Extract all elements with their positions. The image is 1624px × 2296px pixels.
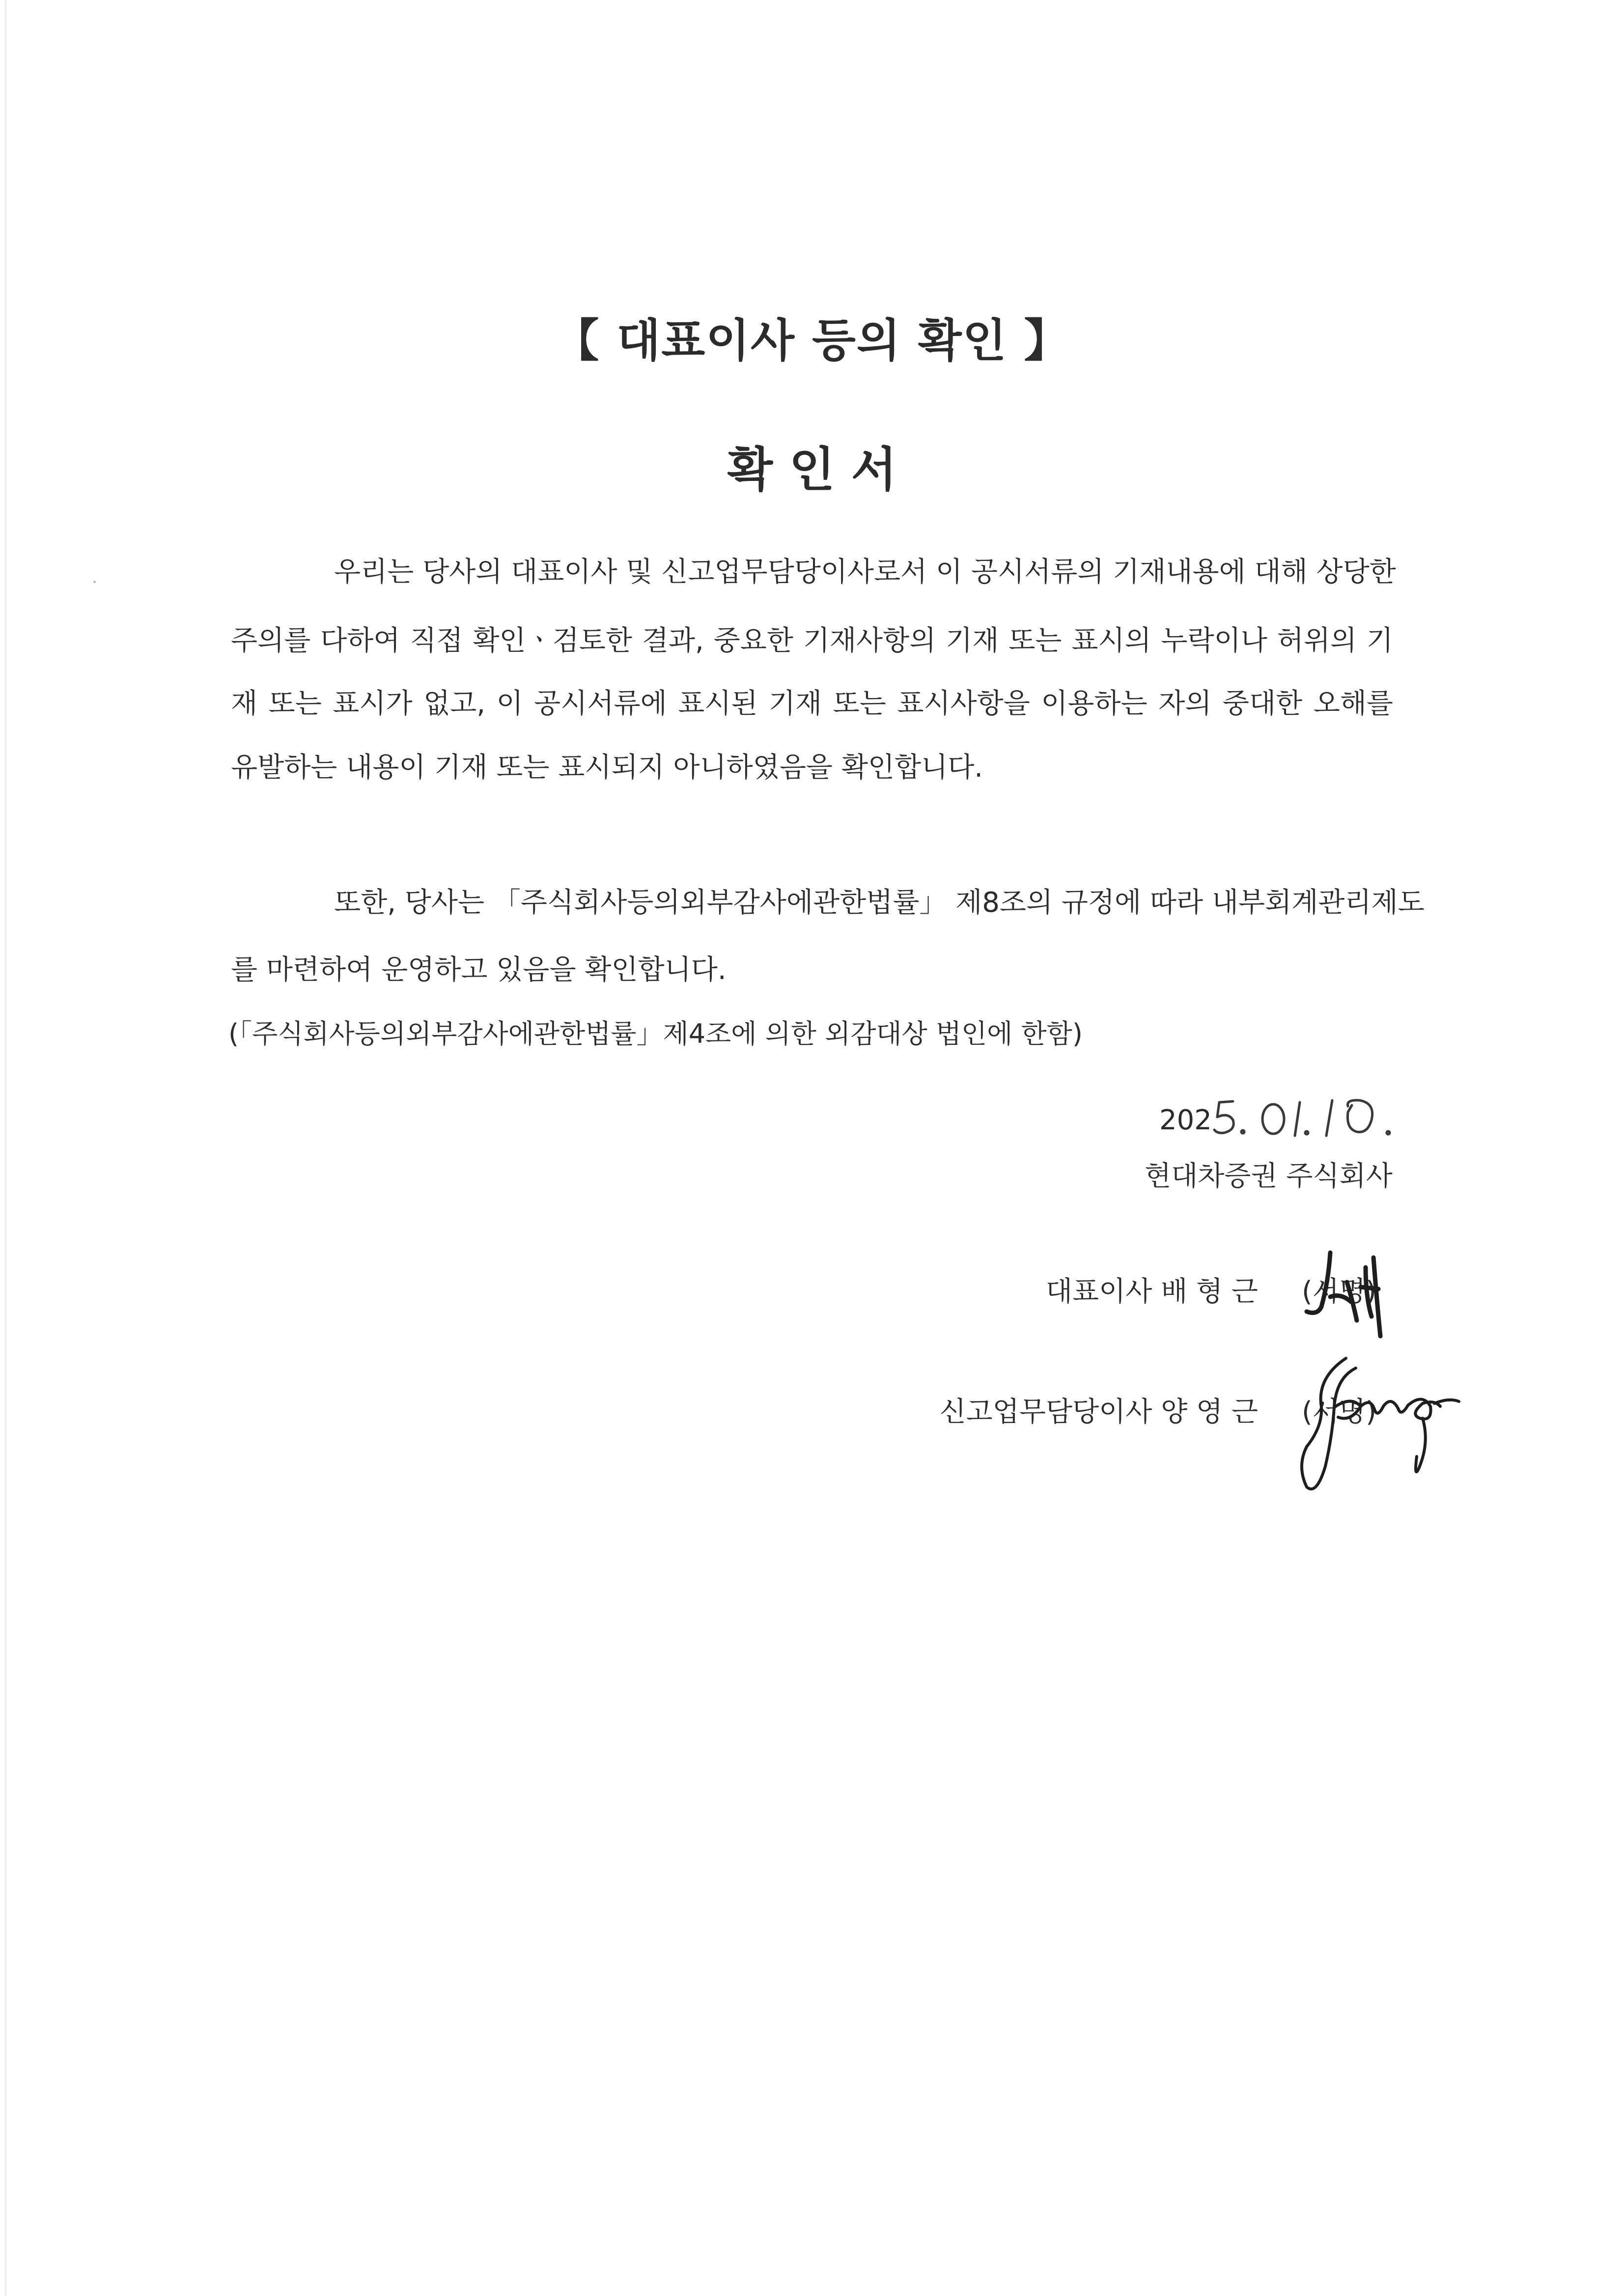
paragraph-line: 주의를 다하여 직접 확인ㆍ검토한 결과, 중요한 기재사항의 기재 또는 표시의 누락이나 허위의 기 — [231, 625, 1393, 657]
officer-handwritten-signature — [1287, 1348, 1464, 1496]
handwritten-date — [1159, 1091, 1434, 1145]
signature-date — [1159, 1091, 1434, 1145]
scope-note: (「주식회사등의외부감사에관한법률」제4조에 의한 외감대상 법인에 한함) — [228, 1018, 1083, 1049]
header-title: 【 대표이사 등의 확인 】 — [554, 314, 1070, 367]
ceo-title-name: 대표이사 배 형 근 — [1045, 1276, 1258, 1308]
document-title: 확 인 서 — [727, 442, 897, 497]
paragraph-line: 재 또는 표시가 없고, 이 공시서류에 표시된 기재 또는 표시사항을 이용하는 자의 중대한 오해를 — [231, 688, 1393, 720]
ceo-handwritten-signature — [1292, 1238, 1405, 1351]
company-name: 현대차증권 주식회사 — [1145, 1160, 1393, 1192]
paragraph-line: 또한, 당사는 「주식회사등의외부감사에관한법률」 제8조의 규정에 따라 내부회계관리제도 — [334, 887, 1425, 919]
paragraph-line: 우리는 당사의 대표이사 및 신고업무담당이사로서 이 공시서류의 기재내용에 대해 상당한 — [334, 556, 1396, 588]
paragraph-line: 를 마련하여 운영하고 있음을 확인합니다. — [231, 954, 727, 986]
officer-sign-mark: (서명) — [1302, 1396, 1376, 1428]
date-printed-prefix: 202 — [1159, 1104, 1212, 1136]
scan-speck — [93, 581, 96, 583]
ceo-sign-mark: (서명) — [1302, 1276, 1376, 1308]
officer-title-name: 신고업무담당이사 양 영 근 — [939, 1396, 1258, 1428]
paragraph-line: 유발하는 내용이 기재 또는 표시되지 아니하였음을 확인합니다. — [231, 752, 983, 784]
